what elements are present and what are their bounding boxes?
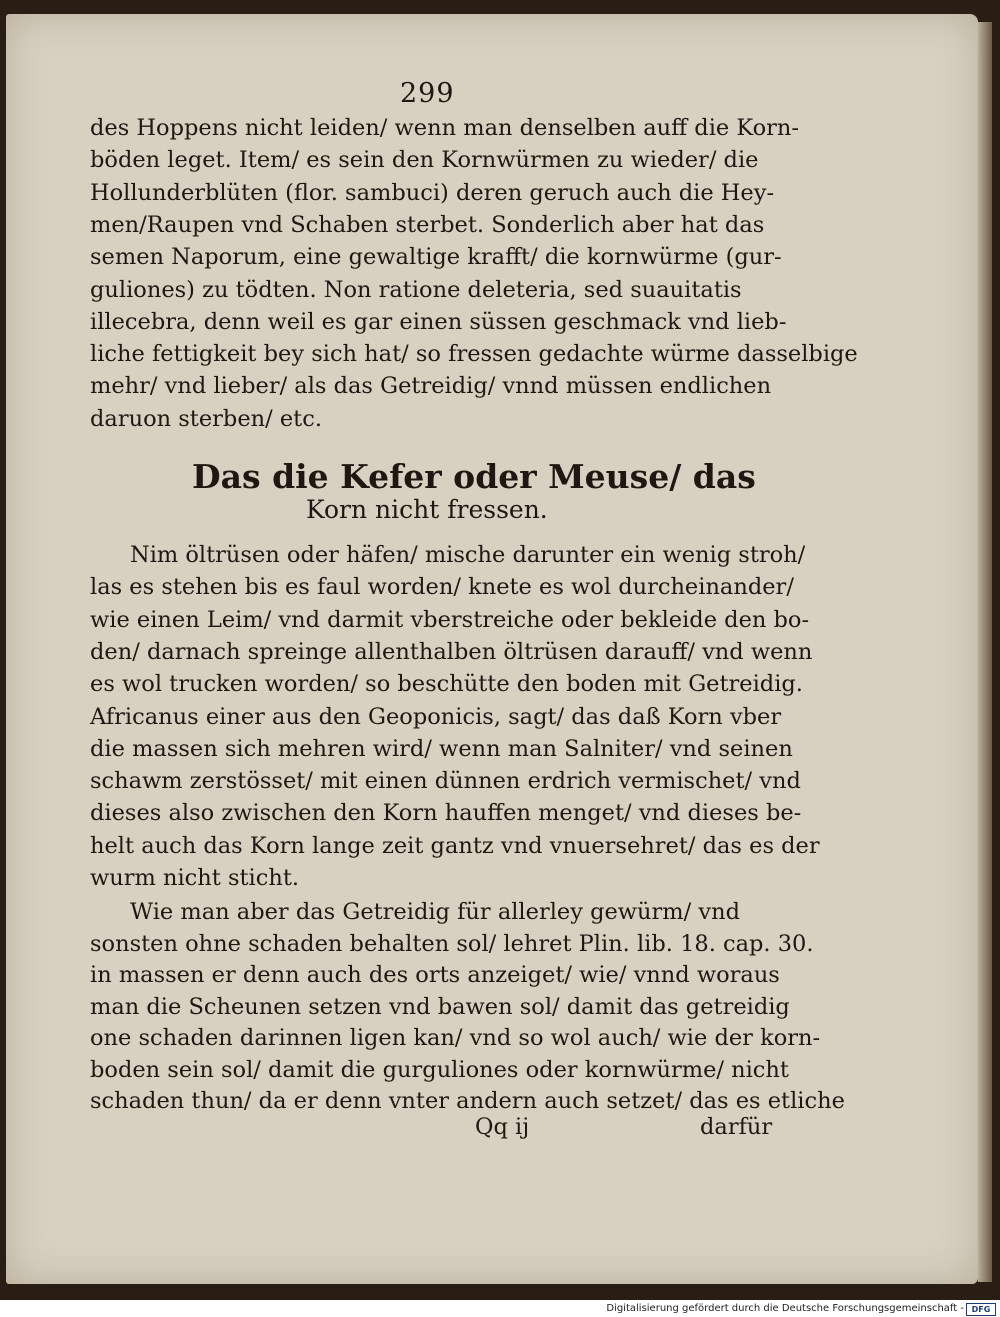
paragraph3-line: man die Scheunen setzen vnd bawen sol/ damit das getreidig [90, 993, 790, 1020]
paragraph2-line: dieses also zwischen den Korn hauffen menget/ vnd dieses be- [90, 800, 802, 827]
dfg-logo: DFG [966, 1303, 996, 1316]
paragraph2-line: wie einen Leim/ vnd darmit vberstreiche oder bekleide den bo- [90, 606, 810, 633]
paragraph2-line: Africanus einer aus den Geoponicis, sagt/ das daß Korn vber [90, 703, 782, 730]
page-edge [978, 22, 992, 1282]
paragraph2-line: es wol trucken worden/ so beschütte den boden mit Getreidig. [90, 671, 803, 698]
paragraph1-line: des Hoppens nicht leiden/ wenn man denselben auff die Korn- [90, 115, 799, 141]
paragraph3-line: one schaden darinnen ligen kan/ vnd so wol auch/ wie der korn- [90, 1025, 821, 1051]
paragraph1-line: Hollunderblüten (flor. sambuci) deren geruch auch die Hey- [90, 179, 775, 206]
paragraph1-line: daruon sterben/ etc. [90, 405, 322, 432]
paragraph1-line: mehr/ vnd lieber/ als das Getreidig/ vnnd müssen endlichen [90, 373, 772, 400]
section-heading-line-2: Korn nicht fressen. [306, 495, 548, 524]
paragraph2-line: helt auch das Korn lange zeit gantz vnd vnuersehret/ das es der [90, 832, 820, 859]
paragraph2-line: schawm zerstösset/ mit einen dünnen erdrich vermischet/ vnd [90, 768, 801, 795]
paragraph1-line: men/Raupen vnd Schaben sterbet. Sonderlich aber hat das [90, 211, 765, 238]
paragraph3-line: sonsten ohne schaden behalten sol/ lehret Plin. lib. 18. cap. 30. [90, 930, 814, 957]
paragraph3-line: schaden thun/ da er denn vnter andern auch setzet/ das es etliche [90, 1088, 845, 1114]
paragraph2-line: die massen sich mehren wird/ wenn man Salniter/ vnd seinen [90, 735, 793, 762]
paragraph1-line: böden leget. Item/ es sein den Kornwürmen zu wieder/ die [90, 147, 759, 174]
paragraph3-line: boden sein sol/ damit die gurguliones oder kornwürme/ nicht [90, 1056, 789, 1083]
page-number: 299 [400, 78, 455, 109]
signature-mark: Qq ij [475, 1114, 530, 1140]
paragraph3-line: Wie man aber das Getreidig für allerley gewürm/ vnd [130, 899, 740, 925]
paragraph1-line: guliones) zu tödten. Non ratione deleteria, sed suauitatis [90, 276, 742, 303]
paragraph1-line: illecebra, denn weil es gar einen süssen geschmack vnd lieb- [90, 308, 787, 335]
paragraph1-line: semen Naporum, eine gewaltige krafft/ die kornwürme (gur- [90, 244, 782, 271]
paragraph2-line: den/ darnach spreinge allenthalben öltrüsen darauff/ vnd wenn [90, 638, 813, 665]
section-heading-line-1: Das die Kefer oder Meuse/ das [192, 457, 756, 496]
funding-credit: Digitalisierung gefördert durch die Deutsche Forschungsgemeinschaft - [606, 1303, 964, 1314]
paragraph2-line: Nim öltrüsen oder häfen/ mische darunter ein wenig stroh/ [130, 542, 806, 568]
paragraph2-line: wurm nicht sticht. [90, 865, 300, 891]
paragraph2-line: las es stehen bis es faul worden/ knete es wol durcheinander/ [90, 574, 794, 601]
paragraph3-line: in massen er denn auch des orts anzeiget/ wie/ vnnd woraus [90, 962, 780, 988]
catchword: darfür [700, 1114, 773, 1140]
paragraph1-line: liche fettigkeit bey sich hat/ so fressen gedachte würme dasselbige [90, 341, 858, 368]
